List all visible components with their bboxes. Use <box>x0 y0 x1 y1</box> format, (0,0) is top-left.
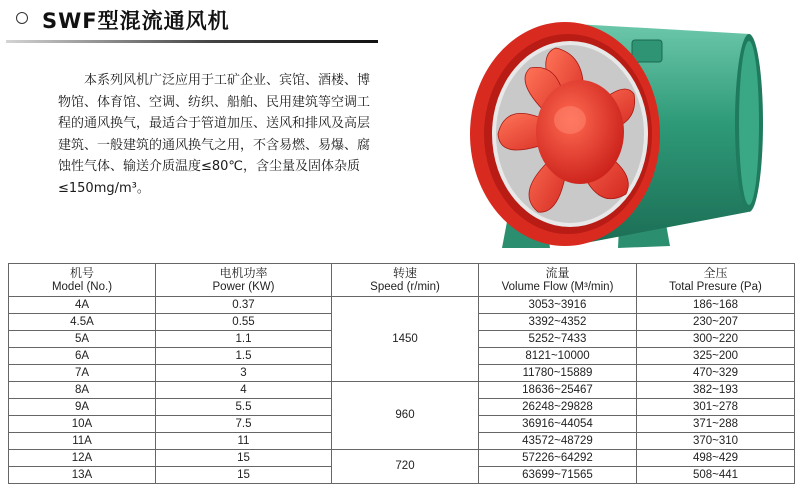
cell-pressure: 186~168 <box>637 297 795 314</box>
product-description <box>58 70 374 199</box>
cell-model: 4.5A <box>9 314 156 331</box>
cell-model: 4A <box>9 297 156 314</box>
column-header-en: Volume Flow (M³/min) <box>501 281 614 293</box>
table-row <box>9 450 795 467</box>
cell-power: 11 <box>156 433 332 450</box>
cell-pressure: 325~200 <box>637 348 795 365</box>
cell-pressure: 370~310 <box>637 433 795 450</box>
table-body <box>9 297 795 484</box>
cell-power: 3 <box>156 365 332 382</box>
column-header-pressure <box>637 264 795 297</box>
cell-model: 6A <box>9 348 156 365</box>
cell-power: 4 <box>156 382 332 399</box>
cell-pressure: 371~288 <box>637 416 795 433</box>
cell-flow: 57226~64292 <box>479 450 637 467</box>
cell-pressure: 470~329 <box>637 365 795 382</box>
cell-power: 15 <box>156 450 332 467</box>
column-header-flow <box>479 264 637 297</box>
cell-flow: 3392~4352 <box>479 314 637 331</box>
cell-model: 12A <box>9 450 156 467</box>
column-header-speed <box>332 264 479 297</box>
cell-power: 5.5 <box>156 399 332 416</box>
description-text: 本系列风机广泛应用于工矿企业、宾馆、酒楼、博物馆、体育馆、空调、纺织、船舶、民用建筑等空调工程的通风换气，最适合于管道加压、送风和排风及高层建筑、一般建筑的通风换气之用，不含易燃、易爆、腐蚀性气体、输送介质温度≤80℃，含尘量及固体杂质≤150mg/m³。 <box>58 73 371 196</box>
column-header-en: Total Presure (Pa) <box>669 281 762 293</box>
column-header-zh: 流量 <box>545 266 570 280</box>
cell-model: 11A <box>9 433 156 450</box>
cell-pressure: 498~429 <box>637 450 795 467</box>
page-title: SWF型混流通风机 <box>42 9 230 33</box>
cell-flow: 63699~71565 <box>479 467 637 484</box>
cell-speed: 960 <box>332 382 479 450</box>
cell-power: 1.1 <box>156 331 332 348</box>
cell-speed: 720 <box>332 450 479 484</box>
column-header-power <box>156 264 332 297</box>
cell-model: 13A <box>9 467 156 484</box>
cell-flow: 5252~7433 <box>479 331 637 348</box>
axial-fan-icon <box>470 16 782 256</box>
cell-model: 5A <box>9 331 156 348</box>
cell-speed: 1450 <box>332 297 479 382</box>
cell-power: 0.55 <box>156 314 332 331</box>
cell-flow: 36916~44054 <box>479 416 637 433</box>
cell-model: 8A <box>9 382 156 399</box>
cell-pressure: 300~220 <box>637 331 795 348</box>
column-header-zh: 机号 <box>69 266 94 280</box>
column-header-en: Model (No.) <box>51 281 113 293</box>
cell-pressure: 230~207 <box>637 314 795 331</box>
cell-flow: 8121~10000 <box>479 348 637 365</box>
cell-pressure: 301~278 <box>637 399 795 416</box>
spec-table <box>8 263 795 484</box>
table-row <box>9 382 795 399</box>
column-header-model <box>9 264 156 297</box>
section-header <box>6 4 378 44</box>
column-header-zh: 转速 <box>392 266 417 280</box>
cell-pressure: 382~193 <box>637 382 795 399</box>
cell-flow: 26248~29828 <box>479 399 637 416</box>
table-row <box>9 297 795 314</box>
title-underline <box>6 40 378 43</box>
cell-flow: 3053~3916 <box>479 297 637 314</box>
cell-power: 15 <box>156 467 332 484</box>
cell-power: 7.5 <box>156 416 332 433</box>
cell-flow: 18636~25467 <box>479 382 637 399</box>
cell-flow: 11780~15889 <box>479 365 637 382</box>
cell-model: 7A <box>9 365 156 382</box>
cell-model: 9A <box>9 399 156 416</box>
cell-model: 10A <box>9 416 156 433</box>
cell-power: 0.37 <box>156 297 332 314</box>
column-header-en: Power (KW) <box>212 281 275 293</box>
column-header-en: Speed (r/min) <box>370 281 440 293</box>
cell-flow: 43572~48729 <box>479 433 637 450</box>
cell-pressure: 508~441 <box>637 467 795 484</box>
cell-power: 1.5 <box>156 348 332 365</box>
column-header-zh: 全压 <box>703 266 728 280</box>
table-header-row <box>9 264 795 297</box>
column-header-zh: 电机功率 <box>219 266 268 280</box>
circle-bullet-icon <box>16 12 28 24</box>
